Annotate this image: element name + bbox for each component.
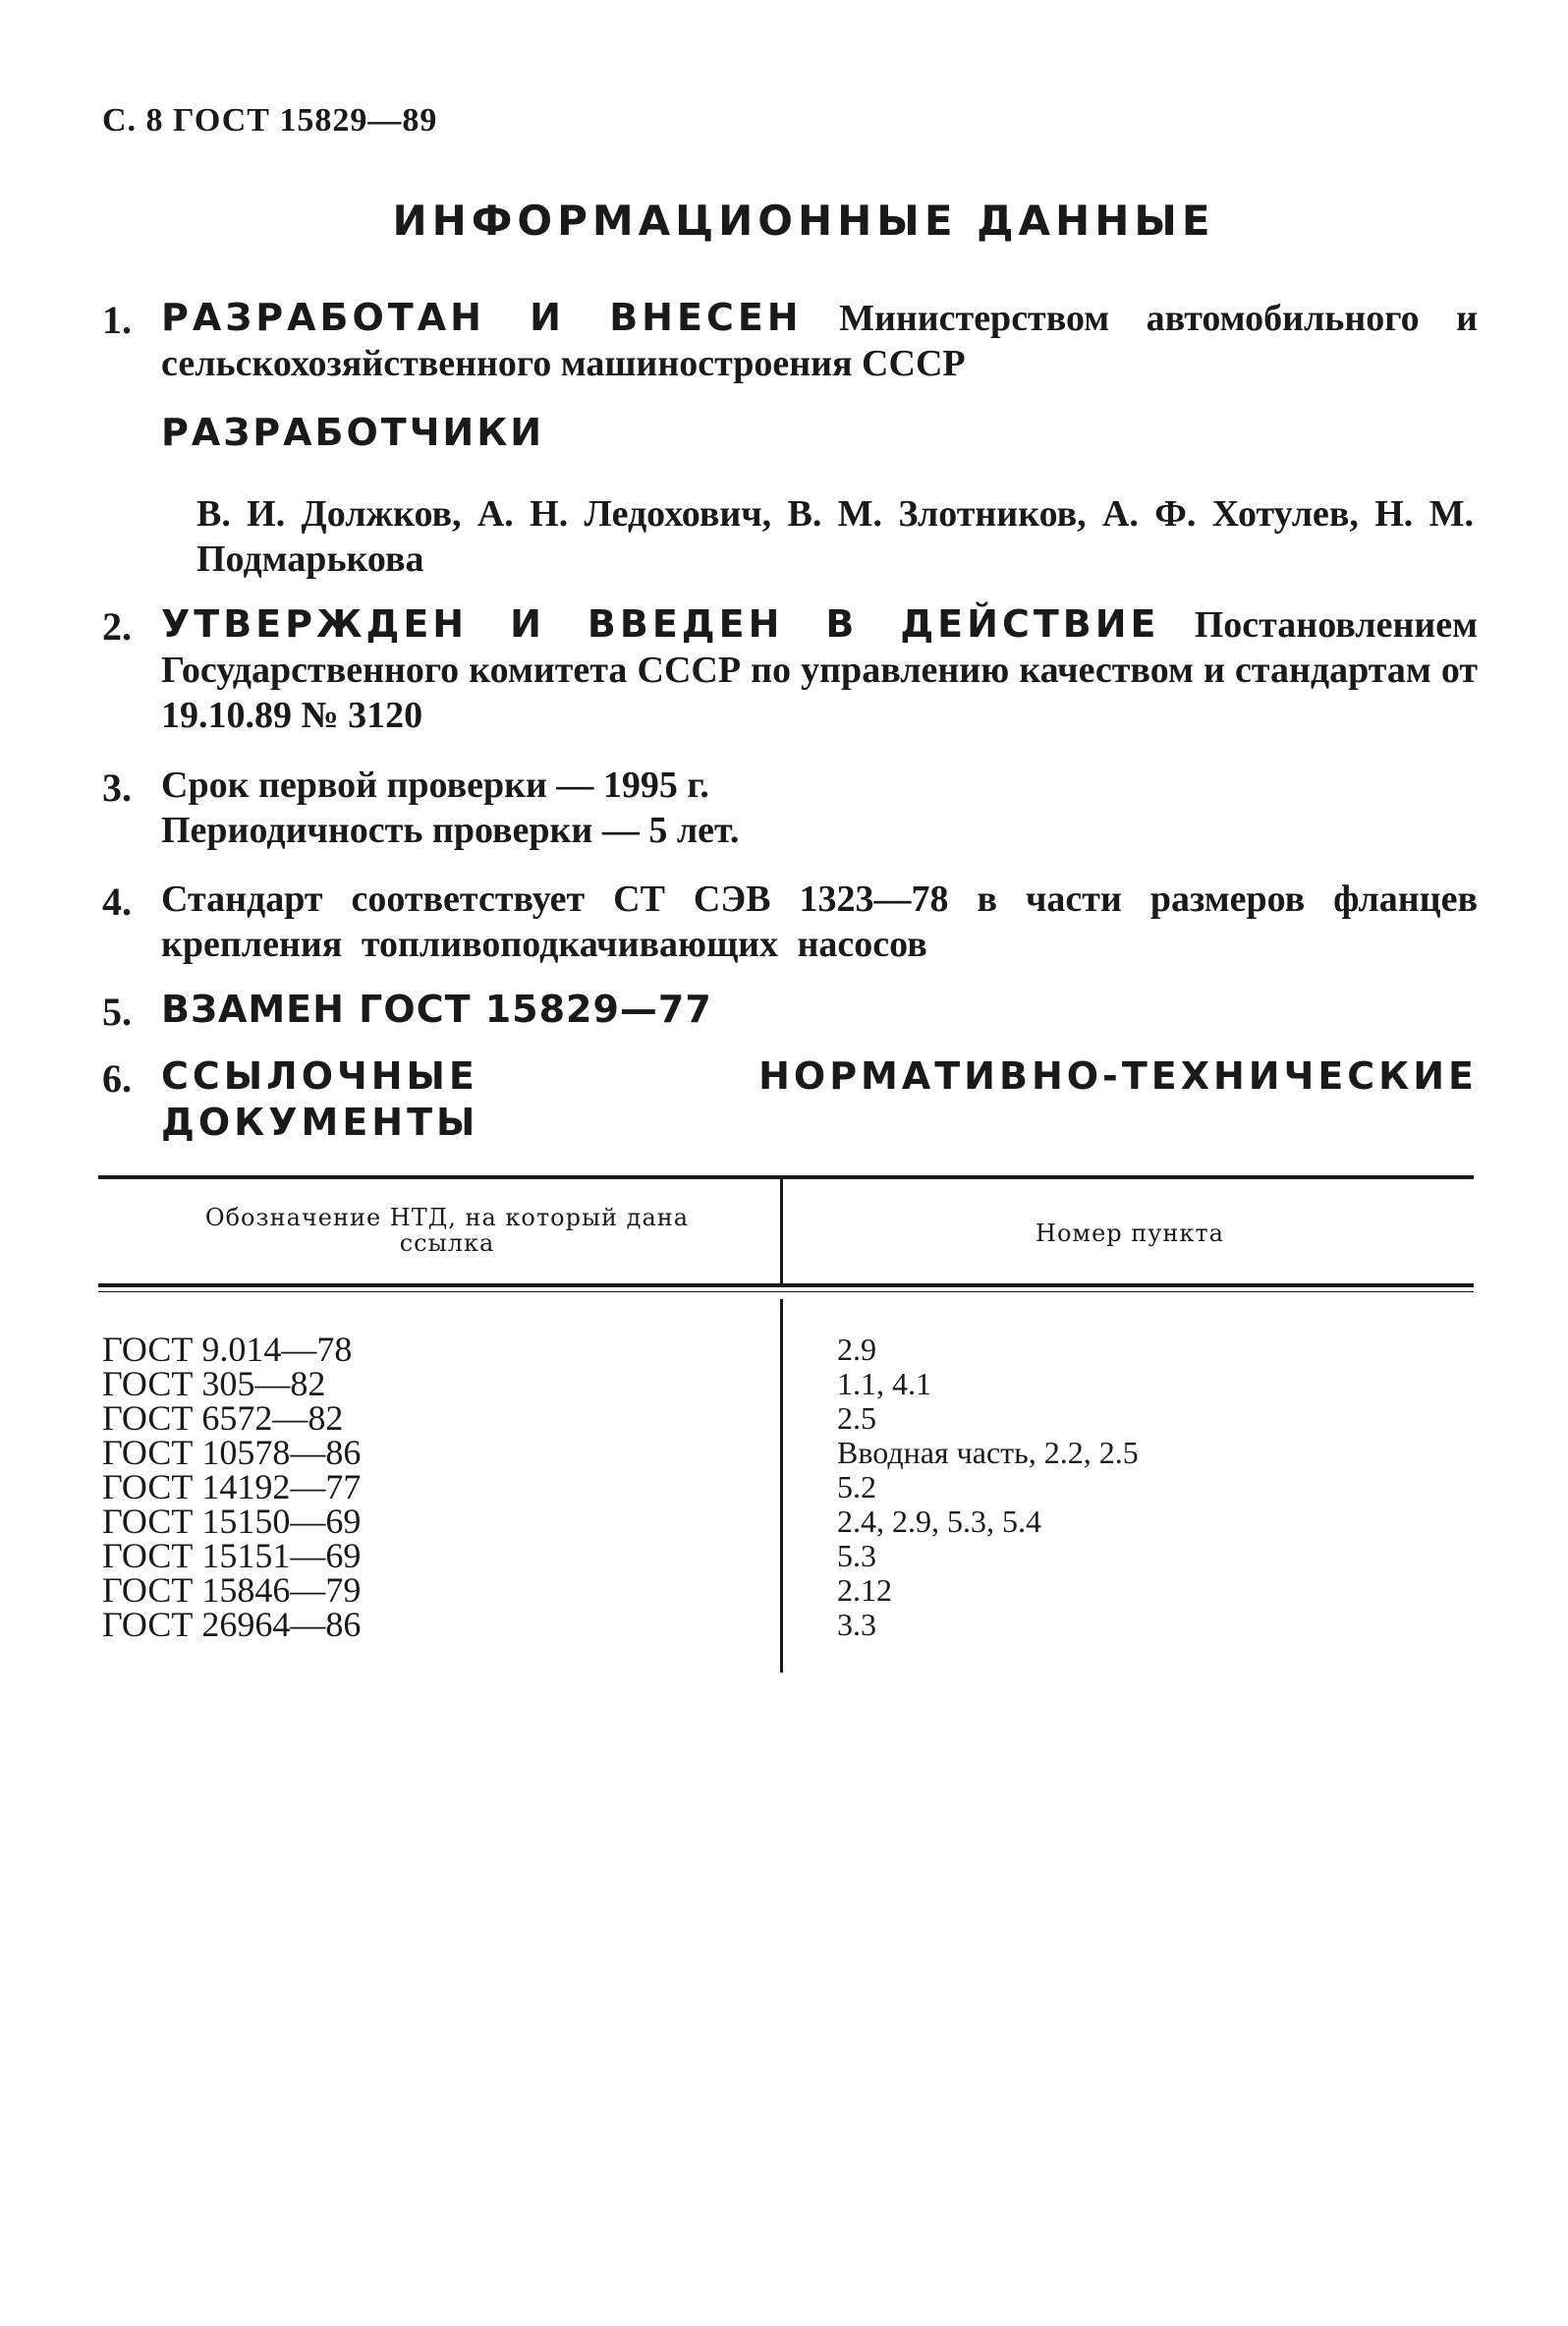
table-cell: ГОСТ 26964—86: [102, 1605, 362, 1644]
section-6: [102, 1053, 1478, 1152]
table-cell: 2.9: [837, 1332, 876, 1367]
table-cell: ГОСТ 15846—79: [102, 1570, 362, 1610]
page-header: С. 8 ГОСТ 15829—89: [102, 102, 438, 139]
table-cell: 5.3: [837, 1538, 876, 1573]
section-text: [161, 1053, 1478, 1146]
section-caps: ВЗАМЕН ГОСТ 15829—77: [161, 988, 712, 1031]
table-cell: ГОСТ 15150—69: [102, 1502, 362, 1541]
table-cell: 2.5: [837, 1400, 876, 1436]
table-column-divider: [780, 1299, 783, 1673]
table-column-designation: [102, 1330, 362, 1644]
table-cell: 3.3: [837, 1607, 876, 1642]
table-cell: ГОСТ 14192—77: [102, 1467, 362, 1506]
section-number: 4.: [102, 879, 132, 924]
developers-list: В. И. Должков, А. Н. Ледохович, В. М. Злотников, А. Ф. Хотулев, Н. М. Подмарькова: [196, 493, 1474, 580]
table-cell: ГОСТ 305—82: [102, 1364, 326, 1403]
section-4: [102, 877, 1478, 975]
section-caps: РАЗРАБОТАН И ВНЕСЕН: [161, 296, 803, 339]
table-header-designation: Обозначение НТД, на который дана ссылка: [204, 1204, 690, 1257]
table-column-divider: [780, 1179, 783, 1283]
document-title: ИНФОРМАЦИОННЫЕ ДАННЫЕ: [392, 197, 1215, 245]
section-caps: УТВЕРЖДЕН И ВВЕДЕН В ДЕЙСТВИЕ: [161, 602, 1160, 646]
section-number: 5.: [102, 990, 132, 1034]
section-2: [102, 601, 1478, 749]
section-line: Периодичность проверки — 5 лет.: [161, 810, 740, 851]
table-cell: ГОСТ 9.014—78: [102, 1330, 353, 1369]
section-text: [161, 987, 1478, 1033]
table-cell: 1.1, 4.1: [837, 1366, 931, 1401]
table-cell: Вводная часть, 2.2, 2.5: [837, 1435, 1139, 1470]
section-body: Министерством автомобильного и сельскохозяйственного машиностроения СССР: [161, 298, 1478, 384]
section-text: [161, 601, 1478, 738]
section-1: [102, 295, 1478, 393]
section-body: Постановлением Государственного комитета СССР по управлению качеством и стандартам от 19.10.89 № 3120: [161, 604, 1478, 736]
developers-heading: РАЗРАБОТЧИКИ: [161, 411, 545, 454]
table-cell: ГОСТ 10578—86: [102, 1433, 362, 1472]
section-3: [102, 763, 1478, 861]
section-number: 3.: [102, 766, 132, 810]
section-line: Срок первой проверки — 1995 г.: [161, 765, 709, 806]
table-cell: ГОСТ 15151—69: [102, 1536, 362, 1575]
table-cell: ГОСТ 6572—82: [102, 1398, 344, 1438]
table-header-clause: Номер пункта: [1036, 1220, 1224, 1247]
section-number: 6.: [102, 1056, 132, 1101]
section-text: [161, 295, 1478, 386]
table-header-rule-thin: [98, 1291, 1474, 1292]
section-5: [102, 987, 1478, 1036]
table-cell: 2.4, 2.9, 5.3, 5.4: [837, 1503, 1041, 1539]
table-header-rule: [98, 1283, 1474, 1287]
section-caps: ССЫЛОЧНЫЕ НОРМАТИВНО-ТЕХНИЧЕСКИЕ ДОКУМЕНТЫ: [161, 1054, 1478, 1144]
section-number: 1.: [102, 298, 132, 342]
section-text: Стандарт соответствует СТ СЭВ 1323—78 в части размеров фланцев крепления топливоподкачивающих насосов: [161, 879, 1478, 965]
table-column-clause: [837, 1333, 1139, 1642]
table-cell: 2.12: [837, 1572, 892, 1608]
section-number: 2.: [102, 604, 132, 649]
table-cell: 5.2: [837, 1469, 876, 1504]
section-text: [161, 763, 1478, 853]
table-top-rule: [98, 1175, 1474, 1179]
